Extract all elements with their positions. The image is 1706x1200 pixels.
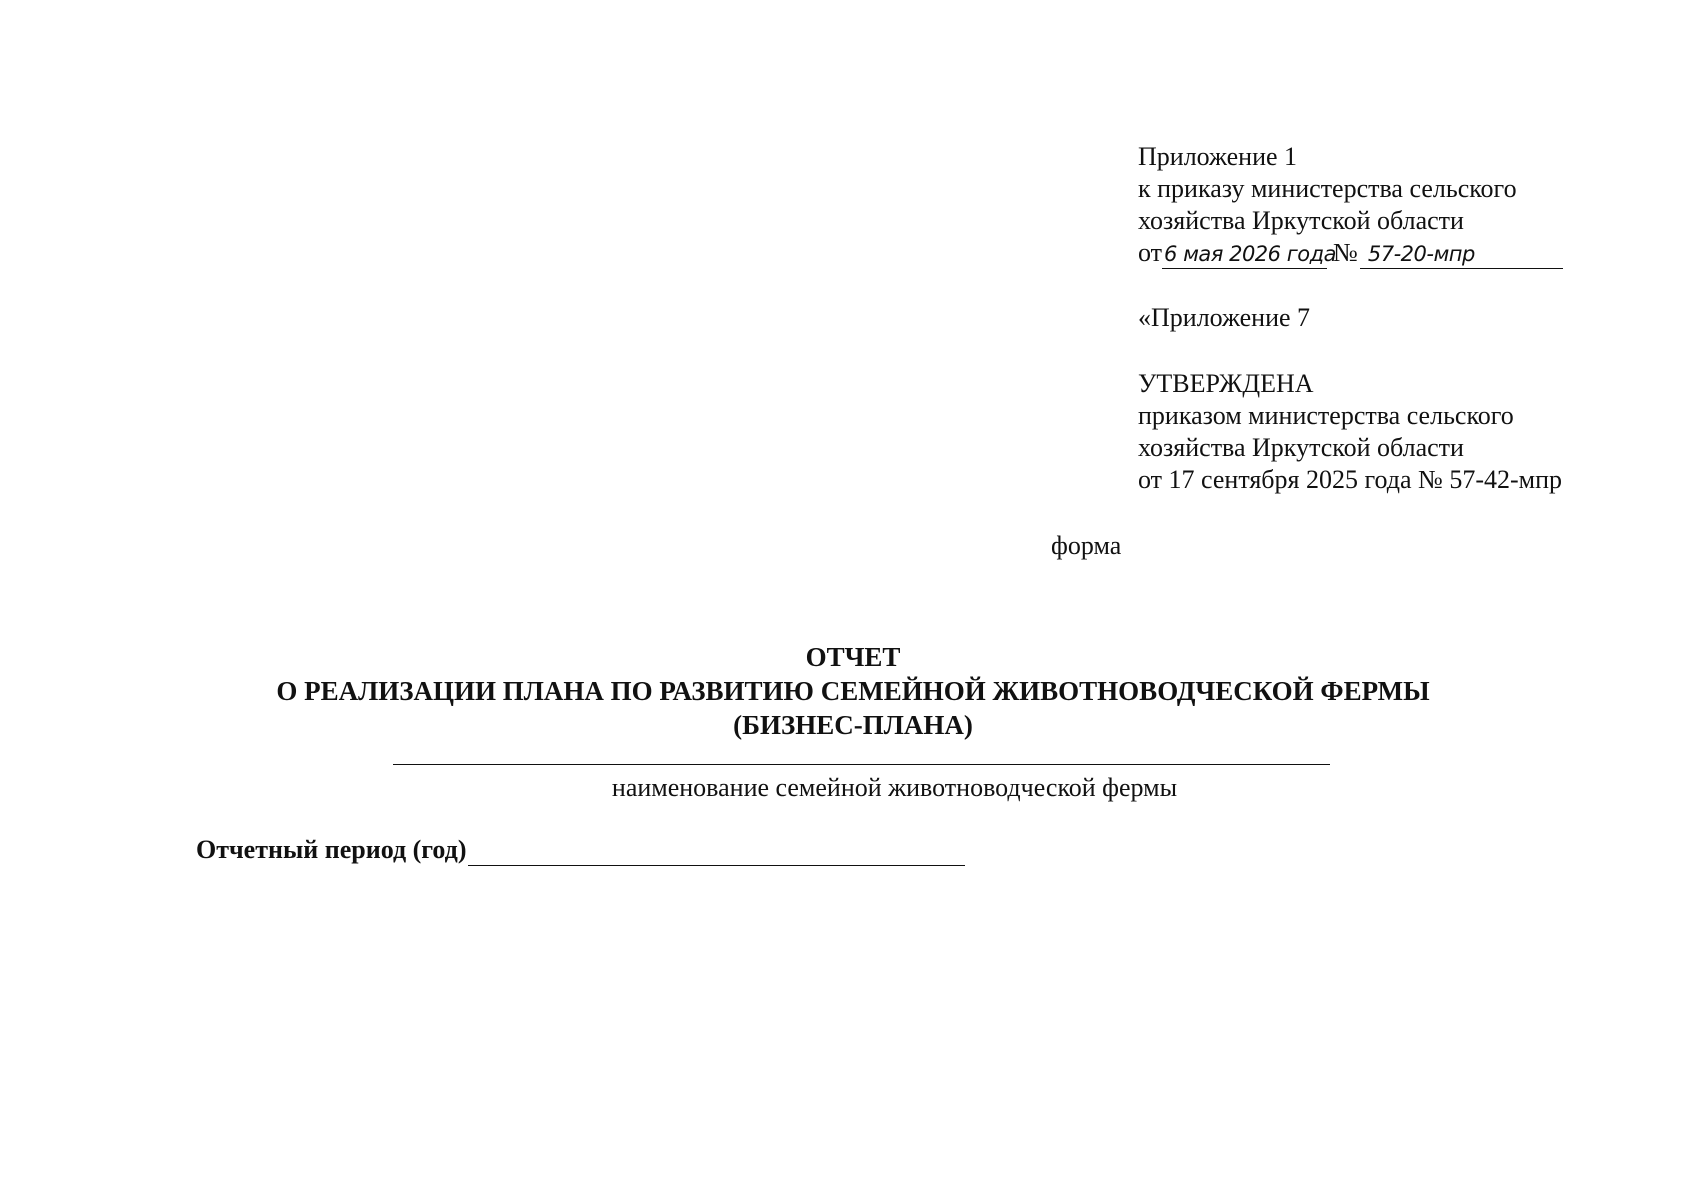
- farm-name-blank-line: [393, 764, 1330, 765]
- reporting-period-row: [196, 834, 965, 866]
- appendix-1-header: [1138, 141, 1563, 269]
- number-prefix: №: [1333, 238, 1358, 267]
- approved-line4: от 17 сентября 2025 года № 57-42-мпр: [1138, 465, 1563, 494]
- reporting-period-label: Отчетный период (год): [196, 835, 467, 864]
- farm-name-caption: наименование семейной животноводческой фермы: [611, 773, 1178, 802]
- handwritten-order-number: 57-20-мпр: [1360, 240, 1563, 269]
- order-date-number-line: [1138, 237, 1563, 269]
- report-title-line1: ОТЧЕТ: [805, 642, 901, 672]
- approved-line3: хозяйства Иркутской области: [1138, 433, 1464, 462]
- report-title-line3: (БИЗНЕС-ПЛАНА): [733, 710, 973, 740]
- reporting-period-blank-line: [468, 839, 965, 866]
- form-label: форма: [1051, 531, 1122, 560]
- date-prefix: от: [1138, 238, 1163, 267]
- appendix-1-line1: Приложение 1: [1138, 142, 1298, 171]
- appendix-7-label: «Приложение 7: [1138, 303, 1311, 332]
- report-title-line2: О РЕАЛИЗАЦИИ ПЛАНА ПО РАЗВИТИЮ СЕМЕЙНОЙ ЖИВОТНОВОДЧЕСКОЙ ФЕРМЫ: [276, 676, 1430, 706]
- appendix-1-line2: к приказу министерства сельского: [1138, 174, 1517, 203]
- appendix-1-line3: хозяйства Иркутской области: [1138, 206, 1464, 235]
- approved-heading: УТВЕРЖДЕНА: [1138, 369, 1314, 398]
- handwritten-date: 6 мая 2026 года: [1162, 240, 1327, 269]
- approval-block: [1138, 368, 1562, 496]
- report-title: [0, 640, 1706, 742]
- approved-line2: приказом министерства сельского: [1138, 401, 1514, 430]
